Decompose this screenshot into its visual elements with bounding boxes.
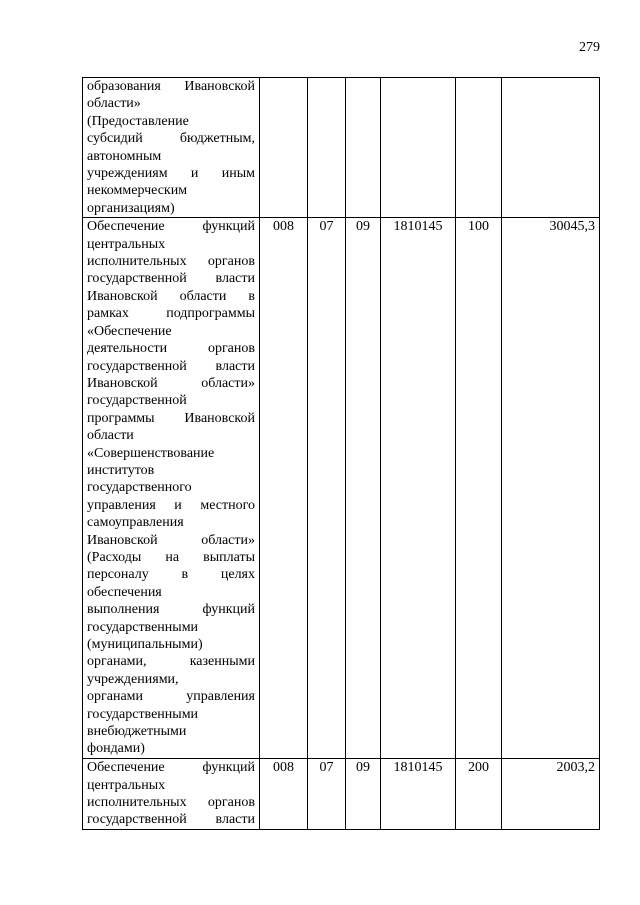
description-line: учреждениям и иным [87,166,255,182]
target-code-cell [381,78,456,218]
description-line: Ивановской области» [87,375,255,391]
description-line: центральных [87,777,166,793]
description-line: исполнительных органов [87,795,255,811]
description-line: фондами) [87,741,145,757]
description-line: области» [87,96,141,112]
section-code-cell: 07 [308,218,346,759]
description-line: исполнительных органов [87,254,255,270]
page-number: 279 [579,40,600,55]
description-line: (Расходы на выплаты [87,549,255,565]
description-line: государственными [87,619,199,635]
description-line: органами управления [87,689,255,705]
description-line: рамках подпрограммы [87,306,255,322]
ministry-code-cell: 008 [260,218,308,759]
description-line: управления и местного [87,497,255,513]
amount-cell: 2003,2 [502,759,600,830]
expense-type-cell: 100 [456,218,502,759]
table-row [83,78,600,218]
description-line: учреждениями, [87,671,179,687]
amount-cell: 30045,3 [502,218,600,759]
description-line: персоналу в целях [87,567,255,583]
expense-type-cell: 200 [456,759,502,830]
description-line: Ивановской области» [87,532,255,548]
amount-cell [502,78,600,218]
description-line: государственными [87,706,199,722]
subsection-code-cell: 09 [346,759,381,830]
target-code-cell: 1810145 [381,218,456,759]
budget-table [82,77,600,830]
subsection-code-cell: 09 [346,218,381,759]
description-line: центральных [87,236,166,252]
description-line: органами, казенными [87,654,255,670]
description-line: (муниципальными) [87,637,203,652]
description-cell [83,78,260,218]
section-code-cell: 07 [308,759,346,830]
description-line: государственного [87,480,192,496]
description-line: автономным [87,148,162,164]
description-line: образования Ивановской [87,79,255,94]
target-code-cell: 1810145 [381,759,456,830]
description-line: области [87,428,134,444]
description-line: институтов [87,462,155,478]
description-line: (Предоставление [87,113,189,129]
description-line: государственной власти [87,812,255,828]
description-cell [83,759,260,830]
description-line: внебюджетными [87,724,187,740]
description-line: самоуправления [87,515,184,531]
description-line: некоммерческим [87,183,188,199]
description-line: государственной власти [87,358,255,374]
ministry-code-cell [260,78,308,218]
description-line: государственной власти [87,271,255,287]
ministry-code-cell: 008 [260,759,308,830]
table-row [83,218,600,759]
description-cell [83,218,260,759]
description-line: выполнения функций [87,602,255,618]
description-line: Обеспечение функций [87,760,255,776]
description-line: деятельности органов [87,341,255,357]
subsection-code-cell [346,78,381,218]
description-line: организациям) [87,200,175,216]
description-line: программы Ивановской [87,410,255,426]
expense-type-cell [456,78,502,218]
description-line: Ивановской области в [87,288,255,304]
description-line: государственной [87,393,187,409]
description-line: обеспечения [87,584,162,600]
description-line: «Совершенствование [87,445,215,461]
description-line: субсидий бюджетным, [87,131,255,147]
description-line: Обеспечение функций [87,219,255,235]
description-line: «Обеспечение [87,323,172,339]
table-row [83,759,600,830]
section-code-cell [308,78,346,218]
